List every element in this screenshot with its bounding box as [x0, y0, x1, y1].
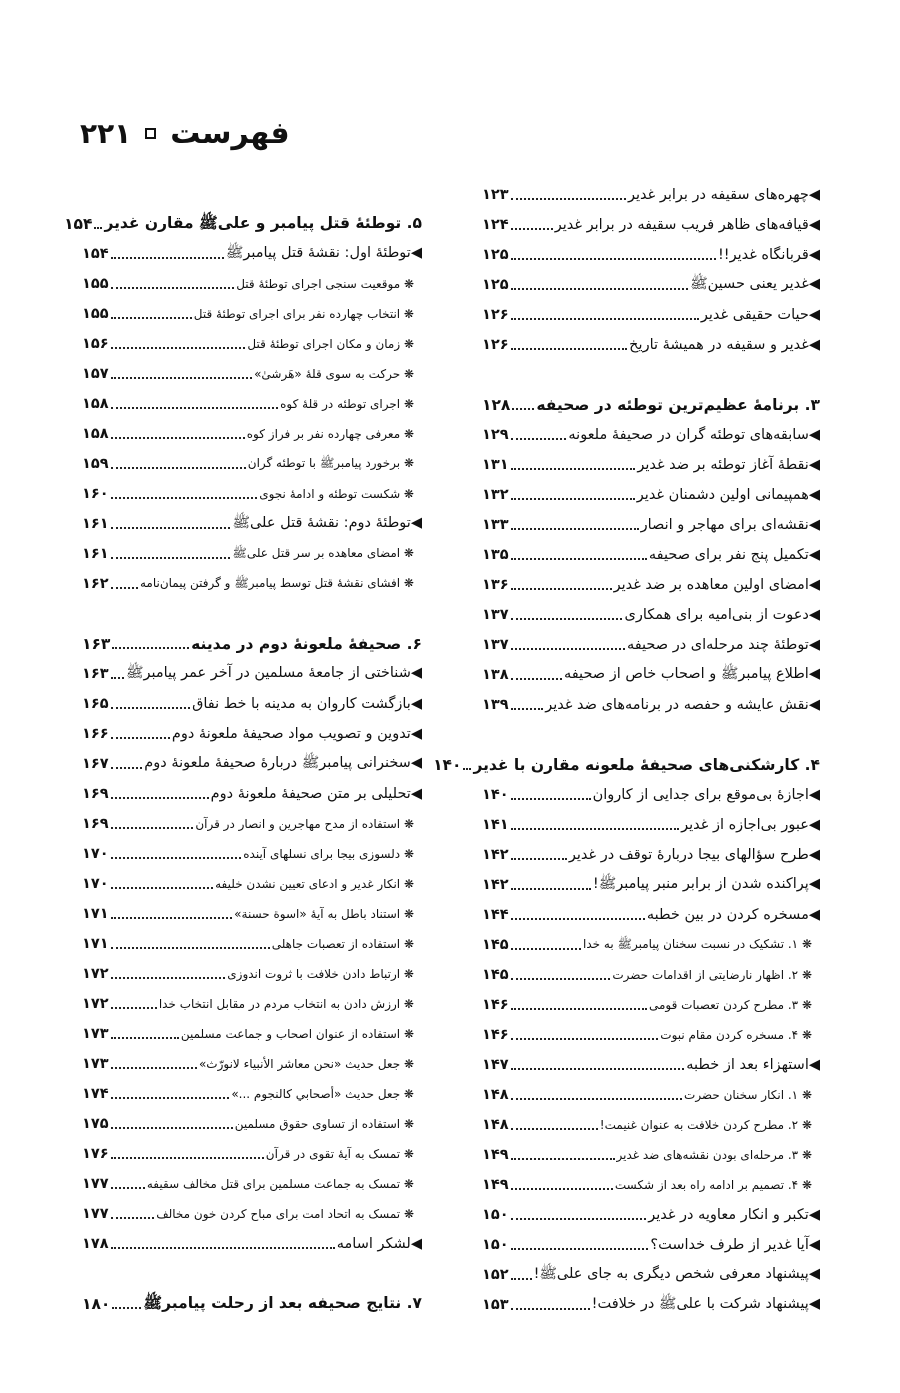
toc-entry-text: ❋ افشای نقشهٔ قتل توسط پیامبرﷺ و گرفتن پیمان‌نامه — [139, 575, 414, 590]
toc-entry-text: ۷. نتایج صحیفه بعد از رحلت پیامبرﷺ — [143, 1293, 422, 1312]
toc-page-number: ۱۷۵ — [82, 1116, 109, 1132]
toc-item — [482, 1230, 820, 1260]
toc-page-number: ۱۶۱ — [82, 516, 109, 532]
toc-subitem — [82, 1019, 422, 1049]
dot-leader — [111, 557, 231, 559]
dot-leader — [111, 347, 246, 349]
toc-item — [482, 1290, 820, 1320]
toc-entry-text: ◀توطئهٔ اول: نقشهٔ قتل پیامبرﷺ — [225, 244, 422, 261]
toc-page-number: ۱۶۷ — [82, 756, 109, 772]
toc-entry-text: ◀تحلیلی بر متن صحیفهٔ ملعونهٔ دوم — [210, 786, 422, 802]
toc-subitem — [82, 1199, 422, 1229]
dot-leader — [111, 857, 242, 859]
toc-page-number: ۱۶۶ — [82, 726, 109, 742]
dot-leader — [111, 737, 170, 739]
toc-entry-text: ◀سخنرانی پیامبرﷺ دربارهٔ صحیفهٔ ملعونهٔ دوم — [144, 754, 422, 771]
toc-subitem — [482, 1020, 820, 1050]
toc-entry-text: ❋ انتخاب چهارده نفر برای اجرای توطئهٔ قتل — [193, 307, 414, 321]
toc-page-number: ۱۴۴ — [482, 907, 509, 923]
toc-item — [482, 450, 820, 480]
toc-entry-text: ◀قربانگاه غدیر!! — [717, 247, 820, 263]
toc-entry-text: ◀بازگشت کاروان به مدینه با خط نفاق — [192, 696, 422, 712]
toc-subitem — [82, 839, 422, 869]
dot-leader — [511, 978, 611, 980]
dot-leader — [111, 407, 279, 409]
page-title: فهرست — [170, 115, 290, 151]
toc-page-number: ۱۷۶ — [82, 1146, 109, 1162]
toc-page-number: ۱۷۳ — [82, 1056, 109, 1072]
toc-item — [482, 1200, 820, 1230]
toc-page-number: ۱۲۴ — [482, 217, 509, 233]
toc-subitem — [482, 1170, 820, 1200]
toc-entry-text: ❋ جعل حدیث «أصحابي كالنجوم ...» — [231, 1087, 414, 1101]
toc-page-number: ۱۵۴ — [64, 215, 93, 233]
page-number: ۲۲۱ — [80, 116, 132, 150]
toc-item — [482, 600, 820, 630]
toc-page-number: ۱۳۲ — [482, 487, 509, 503]
toc-entry-text: ❋ جعل حدیث «نحن معاشر الأنبياء لانورّث» — [198, 1057, 414, 1071]
dot-leader — [511, 318, 699, 320]
toc-entry-text: ❋ ۱. تشکیک در نسبت سخنان پیامبرﷺ به خدا — [583, 936, 812, 951]
toc-page-number: ۱۴۷ — [482, 1057, 509, 1073]
toc-item — [82, 239, 422, 269]
toc-entry-text: ❋ حرکت به سوی قلهٔ «هَرشیٰ» — [254, 367, 414, 381]
toc-entry-text: ۴. کارشکنی‌های صحیفهٔ ملعونه مقارن با غدیر — [473, 756, 820, 774]
toc-entry-text: ❋ ۳. مطرح کردن تعصبات قومی — [648, 998, 812, 1012]
toc-subitem — [82, 329, 422, 359]
toc-item — [482, 1260, 820, 1290]
toc-page-number: ۱۶۲ — [82, 576, 109, 592]
toc-item — [82, 659, 422, 689]
toc-entry-text: ◀دعوت از بنی‌امیه برای همکاری — [624, 607, 820, 623]
toc-page-number: ۱۴۸ — [482, 1117, 509, 1133]
toc-item — [482, 840, 820, 870]
toc-subitem — [482, 960, 820, 990]
toc-entry-text: ❋ استفاده از تساوی حقوق مسلمین — [234, 1117, 414, 1131]
toc-subitem — [82, 539, 422, 569]
toc-page-number: ۱۷۷ — [82, 1206, 109, 1222]
dot-leader — [511, 888, 591, 890]
toc-item — [82, 689, 422, 719]
toc-entry-text: ◀توطئهٔ دوم: نقشهٔ قتل علیﷺ — [232, 514, 422, 531]
toc-subitem — [82, 1139, 422, 1169]
dot-leader — [511, 1008, 647, 1010]
toc-page-number: ۱۷۱ — [82, 936, 109, 952]
toc-page-number: ۱۴۶ — [482, 997, 509, 1013]
toc-entry-text: ۶. صحیفهٔ ملعونهٔ دوم در مدینه — [191, 635, 422, 653]
toc-page-number: ۱۳۱ — [482, 457, 509, 473]
dot-leader — [111, 767, 143, 769]
toc-entry-text: ◀لشکر اسامه — [336, 1236, 422, 1252]
toc-page-number: ۱۷۴ — [82, 1086, 109, 1102]
toc-entry-text: ◀پیشنهاد شرکت با علیﷺ در خلافت! — [591, 1295, 820, 1312]
toc-page-number: ۱۲۸ — [482, 396, 511, 414]
toc-page-number: ۱۶۹ — [82, 786, 109, 802]
dot-leader — [111, 437, 245, 439]
dot-leader — [511, 1098, 682, 1100]
toc-page-number: ۱۵۷ — [82, 366, 109, 382]
toc-page-number: ۱۶۹ — [82, 816, 109, 832]
dot-leader — [111, 467, 246, 469]
toc-entry-text: ◀تکمیل پنج نفر برای صحیفه — [648, 547, 820, 563]
toc-item — [482, 900, 820, 930]
dot-leader — [94, 227, 102, 229]
toc-page-number: ۱۵۶ — [82, 336, 109, 352]
dot-leader — [511, 618, 623, 620]
toc-page-number: ۱۲۳ — [482, 187, 509, 203]
toc-subitem — [482, 1140, 820, 1170]
toc-entry-text: ◀چهره‌های سقیفه در برابر غدیر — [627, 187, 820, 203]
dot-leader — [511, 528, 639, 530]
toc-entry-text: ◀قیافه‌های ظاهر فریب سقیفه در برابر غدیر — [554, 217, 820, 233]
toc-item — [482, 180, 820, 210]
dot-leader — [511, 348, 628, 350]
toc-page-number: ۱۵۹ — [82, 456, 109, 472]
toc-subitem — [82, 389, 422, 419]
toc-subitem — [482, 990, 820, 1020]
toc-subitem — [82, 899, 422, 929]
toc-entry-text: ❋ تمسک به جماعت مسلمین برای قتل مخالف سقیفه — [146, 1177, 414, 1191]
toc-item — [482, 240, 820, 270]
toc-subitem — [82, 479, 422, 509]
dot-leader — [511, 1038, 659, 1040]
toc-page-number: ۱۳۹ — [482, 697, 509, 713]
toc-entry-text: ◀پراکنده شدن از برابر منبر پیامبرﷺ! — [592, 875, 820, 892]
dot-leader — [511, 1128, 598, 1130]
toc-page-number: ۱۳۶ — [482, 577, 509, 593]
toc-entry-text: ◀غدیر و سقیفه در همیشهٔ تاریخ — [629, 337, 820, 353]
toc-subitem — [82, 1049, 422, 1079]
toc-page-number: ۱۲۵ — [482, 247, 509, 263]
toc-page-number: ۱۶۳ — [82, 635, 111, 653]
toc-item — [82, 509, 422, 539]
toc-page-number: ۱۴۸ — [482, 1087, 509, 1103]
toc-page-number: ۱۵۲ — [482, 1267, 509, 1283]
toc-item — [482, 870, 820, 900]
toc-entry-text: ◀سابقه‌های توطئه گران در صحیفهٔ ملعونه — [568, 427, 820, 443]
toc-entry-text: ◀نقشه‌ای برای مهاجر و انصار — [640, 517, 820, 533]
toc-entry-text: ❋ شکست توطئه و ادامهٔ نجوی — [259, 487, 414, 501]
toc-page-number: ۱۴۰ — [433, 756, 462, 774]
dot-leader — [511, 288, 689, 290]
toc-page-number: ۱۷۳ — [82, 1026, 109, 1042]
toc-entry-text: ❋ ۱. انکار سخنان حضرت — [684, 1088, 812, 1102]
toc-page-number: ۱۴۲ — [482, 877, 509, 893]
toc-entry-text: ◀حیات حقیقی غدیر — [700, 307, 820, 323]
toc-entry-text: ◀مسخره کردن در بین خطبه — [646, 907, 820, 923]
toc-page-number: ۱۴۶ — [482, 1027, 509, 1043]
toc-entry-text: ❋ موقعیت سنجی اجرای توطئهٔ قتل — [236, 277, 414, 291]
toc-entry-text: ❋ برخورد پیامبرﷺ با توطئه گران — [247, 455, 414, 470]
toc-item — [482, 630, 820, 660]
dot-leader — [111, 1247, 335, 1249]
toc-subitem — [82, 269, 422, 299]
dot-leader — [111, 977, 226, 979]
dot-leader — [111, 1127, 233, 1129]
toc-entry-text: ۳. برنامهٔ عظیم‌ترین توطئه در صحیفه — [536, 396, 820, 414]
toc-page-number: ۱۷۰ — [82, 846, 109, 862]
section-spacer — [82, 599, 422, 629]
toc-item — [82, 1229, 422, 1259]
toc-subitem — [482, 1080, 820, 1110]
dot-leader — [111, 587, 138, 589]
toc-item — [82, 779, 422, 809]
toc-column-left — [64, 209, 422, 1319]
toc-entry-text: ❋ انکار غدیر و ادعای تعیین نشدن خلیفه — [215, 877, 414, 891]
toc-entry-text: ◀غدیر یعنی حسینﷺ — [690, 275, 820, 292]
dot-leader — [511, 918, 645, 920]
toc-entry-text: ❋ اجرای توطئه در قلهٔ کوه — [280, 397, 414, 411]
section-spacer — [482, 720, 820, 750]
toc-page-number: ۱۲۶ — [482, 337, 509, 353]
dot-leader — [511, 258, 716, 260]
toc-page-number: ۱۲۹ — [482, 427, 509, 443]
dot-leader — [463, 768, 471, 770]
dot-leader — [511, 1158, 615, 1160]
toc-entry-text: ❋ تمسک به آیهٔ تقوی در قرآن — [265, 1147, 414, 1161]
toc-page-number: ۱۴۲ — [482, 847, 509, 863]
toc-page-number: ۱۳۳ — [482, 517, 509, 533]
toc-page-number: ۱۸۰ — [82, 1295, 111, 1313]
toc-entry-text: ◀نقطهٔ آغاز توطئه بر ضد غدیر — [637, 457, 820, 473]
toc-page-number: ۱۳۷ — [482, 637, 509, 653]
dot-leader — [111, 917, 233, 919]
dot-leader — [112, 647, 189, 649]
dot-leader — [511, 1218, 647, 1220]
toc-item — [482, 480, 820, 510]
toc-item — [482, 210, 820, 240]
dot-leader — [511, 678, 562, 680]
toc-subitem — [482, 1110, 820, 1140]
dot-leader — [511, 498, 635, 500]
toc-section-heading — [433, 750, 820, 780]
toc-entry-text: ❋ ۴. مسخره کردن مقام نبوت — [660, 1028, 812, 1042]
toc-page-number: ۱۶۱ — [82, 546, 109, 562]
toc-section-heading — [64, 209, 422, 239]
toc-page-number: ۱۴۵ — [482, 937, 509, 953]
dot-leader — [511, 1248, 649, 1250]
dot-leader — [511, 648, 625, 650]
toc-subitem — [82, 1169, 422, 1199]
toc-page-number: ۱۵۴ — [82, 246, 109, 262]
toc-item — [482, 1050, 820, 1080]
toc-subitem — [82, 929, 422, 959]
dot-leader — [511, 828, 680, 830]
toc-page-number: ۱۳۵ — [482, 547, 509, 563]
toc-item — [482, 510, 820, 540]
dot-leader — [111, 1217, 155, 1219]
toc-entry-text: ❋ امضای معاهده بر سر قتل علیﷺ — [232, 545, 414, 560]
toc-page-number: ۱۶۵ — [82, 696, 109, 712]
toc-section-heading — [82, 629, 422, 659]
dot-leader — [111, 827, 194, 829]
toc-entry-text: ❋ ۲. مطرح کردن خلافت به عنوان غنیمت! — [599, 1118, 812, 1132]
toc-page-number: ۱۲۶ — [482, 307, 509, 323]
toc-subitem — [82, 869, 422, 899]
dot-leader — [111, 1097, 230, 1099]
toc-entry-text: ◀همپیمانی اولین دشمنان غدیر — [636, 487, 820, 503]
dot-leader — [111, 257, 224, 259]
toc-item — [482, 270, 820, 300]
toc-subitem — [82, 419, 422, 449]
dot-leader — [511, 708, 544, 710]
dot-leader — [111, 527, 231, 529]
toc-page-number: ۱۴۹ — [482, 1147, 509, 1163]
toc-page-number: ۱۵۰ — [482, 1237, 509, 1253]
dot-leader — [511, 1278, 532, 1280]
section-spacer — [482, 360, 820, 390]
toc-item — [482, 330, 820, 360]
toc-item — [82, 749, 422, 779]
toc-page-number: ۱۴۹ — [482, 1177, 509, 1193]
toc-page-number: ۱۵۸ — [82, 396, 109, 412]
toc-entry-text: ❋ ۳. مرحله‌ای بودن نقشه‌های ضد غدیر — [616, 1148, 812, 1162]
toc-entry-text: ❋ معرفی چهارده نفر بر فراز کوه — [246, 427, 414, 441]
dot-leader — [111, 377, 253, 379]
dot-leader — [512, 408, 534, 410]
toc-entry-text: ❋ استفاده از عنوان اصحاب و جماعت مسلمین — [180, 1027, 414, 1041]
toc-page-number: ۱۳۸ — [482, 667, 509, 683]
dot-leader — [511, 228, 553, 230]
dot-leader — [511, 798, 591, 800]
dot-leader — [111, 947, 270, 949]
toc-item — [482, 300, 820, 330]
toc-item — [482, 420, 820, 450]
toc-page-number: ۱۷۷ — [82, 1176, 109, 1192]
toc-entry-text: ◀تکبر و انکار معاویه در غدیر — [648, 1207, 820, 1223]
toc-page-number: ۱۴۱ — [482, 817, 509, 833]
dot-leader — [112, 1307, 141, 1309]
toc-entry-text: ❋ زمان و مکان اجرای توطئهٔ قتل — [247, 337, 414, 351]
dot-leader — [111, 317, 192, 319]
toc-entry-text: ❋ ۲. اظهار نارضایتی از اقدامات حضرت — [612, 968, 812, 982]
toc-page-number: ۱۵۸ — [82, 426, 109, 442]
toc-subitem — [82, 989, 422, 1019]
toc-entry-text: ❋ ۴. تصمیم بر ادامه راه بعد از شکست — [614, 1178, 812, 1192]
toc-entry-text: ❋ ارزش دادن به انتخاب مردم در مقابل انتخاب خدا — [158, 997, 414, 1011]
dot-leader — [511, 948, 581, 950]
toc-item — [482, 810, 820, 840]
dot-leader — [111, 797, 209, 799]
toc-page-number: ۱۴۰ — [482, 787, 509, 803]
dot-leader — [511, 1188, 613, 1190]
dot-leader — [511, 468, 636, 470]
toc-entry-text: ◀توطئهٔ چند مرحله‌ای در صحیفه — [626, 637, 820, 653]
toc-page-number: ۱۶۳ — [82, 666, 109, 682]
square-ornament-icon — [145, 128, 156, 139]
toc-entry-text: ❋ استفاده از تعصبات جاهلی — [271, 937, 414, 951]
dot-leader — [111, 677, 124, 679]
toc-page-number: ۱۶۰ — [82, 486, 109, 502]
toc-section-heading — [82, 1289, 422, 1319]
toc-entry-text: ◀اطلاع پیامبرﷺ و اصحاب خاص از صحیفه — [563, 665, 820, 682]
toc-page-number: ۱۲۵ — [482, 277, 509, 293]
dot-leader — [511, 198, 626, 200]
toc-entry-text: ❋ ارتباط دادن خلافت با ثروت اندوزی — [227, 967, 414, 981]
toc-page-number: ۱۵۵ — [82, 306, 109, 322]
toc-page-number: ۱۷۰ — [82, 876, 109, 892]
toc-column-right — [433, 180, 820, 1320]
toc-subitem — [82, 959, 422, 989]
toc-entry-text: ◀نقش عایشه و حفصه در برنامه‌های ضد غدیر — [545, 697, 820, 713]
toc-item — [482, 660, 820, 690]
toc-entry-text: ❋ استفاده از مدح مهاجرین و انصار در قرآن — [195, 817, 414, 831]
toc-entry-text: ❋ تمسک به اتحاد امت برای مباح کردن خون مخالف — [156, 1207, 414, 1221]
toc-item — [482, 570, 820, 600]
toc-entry-text: ◀طرح سؤالهای بیجا دربارهٔ توقف در غدیر — [568, 847, 820, 863]
toc-subitem — [82, 809, 422, 839]
dot-leader — [111, 1067, 197, 1069]
toc-entry-text: ۵. توطئهٔ قتل پیامبر و علیﷺ مقارن غدیر — [104, 213, 422, 232]
toc-subitem — [82, 569, 422, 599]
toc-subitem — [482, 930, 820, 960]
toc-entry-text: ◀امضای اولین معاهده بر ضد غدیر — [613, 577, 820, 593]
toc-section-heading — [482, 390, 820, 420]
toc-page-number: ۱۷۲ — [82, 996, 109, 1012]
toc-page-number: ۱۷۸ — [82, 1236, 109, 1252]
toc-page-number: ۱۵۳ — [482, 1297, 509, 1313]
dot-leader — [111, 1037, 179, 1039]
dot-leader — [511, 1308, 590, 1310]
toc-item — [482, 690, 820, 720]
toc-subitem — [82, 1109, 422, 1139]
dot-leader — [111, 1187, 145, 1189]
toc-item — [482, 780, 820, 810]
toc-page-number: ۱۵۰ — [482, 1207, 509, 1223]
dot-leader — [511, 588, 612, 590]
toc-entry-text: ❋ دلسوزی بیجا برای نسلهای آینده — [243, 847, 414, 861]
section-spacer — [82, 1259, 422, 1289]
dot-leader — [511, 438, 567, 440]
toc-entry-text: ◀استهزاء بعد از خطبه — [686, 1057, 820, 1073]
toc-page-number: ۱۷۲ — [82, 966, 109, 982]
toc-subitem — [82, 299, 422, 329]
toc-page-number: ۱۷۱ — [82, 906, 109, 922]
dot-leader — [111, 287, 235, 289]
toc-entry-text: ◀شناختی از جامعهٔ مسلمین در آخر عمر پیامبرﷺ — [125, 664, 422, 681]
dot-leader — [111, 887, 214, 889]
dot-leader — [111, 1007, 157, 1009]
toc-item — [482, 540, 820, 570]
toc-entry-text: ◀تدوین و تصویب مواد صحیفهٔ ملعونهٔ دوم — [171, 726, 422, 742]
toc-entry-text: ❋ استناد باطل به آیهٔ «اسوة حسنة» — [234, 907, 414, 921]
toc-subitem — [82, 1079, 422, 1109]
toc-page-number: ۱۳۷ — [482, 607, 509, 623]
toc-subitem — [82, 359, 422, 389]
dot-leader — [511, 858, 567, 860]
toc-item — [82, 719, 422, 749]
toc-page-number: ۱۵۵ — [82, 276, 109, 292]
dot-leader — [111, 707, 191, 709]
toc-entry-text: ◀پیشنهاد معرفی شخص دیگری به جای علیﷺ! — [533, 1265, 820, 1282]
page-header — [80, 113, 290, 153]
toc-entry-text: ◀عبور بی‌اجازه از غدیر — [681, 817, 820, 833]
toc-page-number: ۱۴۵ — [482, 967, 509, 983]
dot-leader — [511, 558, 647, 560]
dot-leader — [111, 497, 258, 499]
toc-subitem — [82, 449, 422, 479]
dot-leader — [511, 1068, 685, 1070]
toc-entry-text: ◀اجازهٔ بی‌موقع برای جدایی از کاروان — [592, 787, 820, 803]
toc-entry-text: ◀آیا غدیر از طرف خداست؟ — [650, 1237, 820, 1253]
dot-leader — [111, 1157, 264, 1159]
